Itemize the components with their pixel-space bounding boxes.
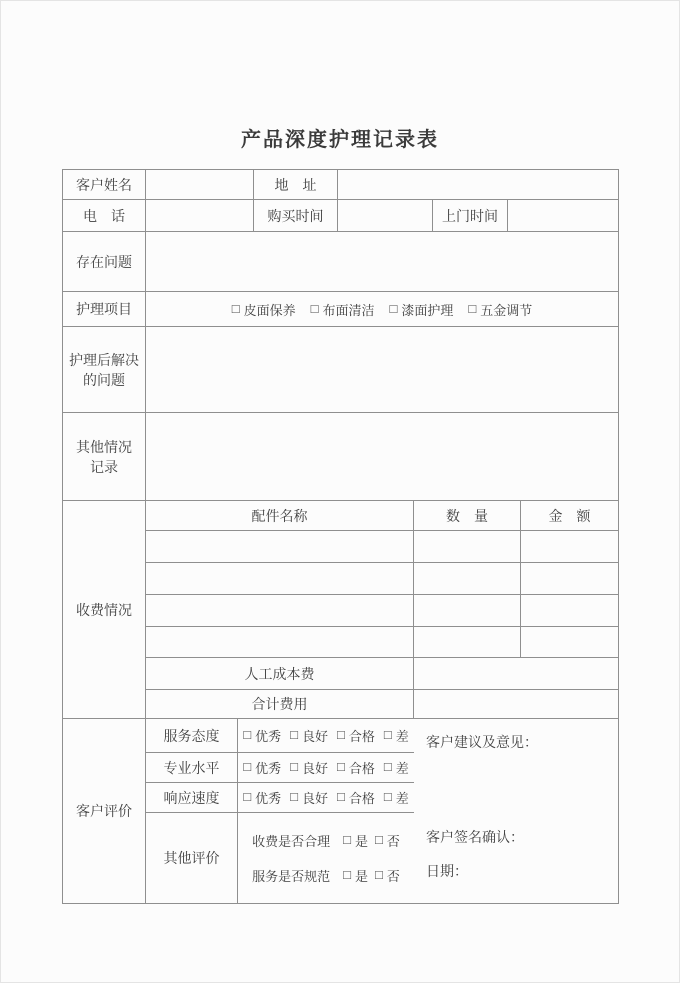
quantity-input[interactable]: [414, 595, 521, 626]
checkbox-icon: □: [337, 789, 345, 804]
rating-option-label: 合格: [348, 761, 375, 776]
labor-cost-input[interactable]: [414, 658, 618, 689]
part-name-input[interactable]: [146, 531, 414, 562]
rating-row: [146, 719, 414, 753]
other-record-label: [63, 413, 146, 500]
fees-empty-row: [146, 595, 618, 627]
fees-header-row: [146, 501, 618, 531]
checkbox-icon: □: [343, 867, 351, 882]
rating-option-label: 差: [395, 791, 409, 806]
rating-row: [146, 783, 414, 813]
rating-option-pass[interactable]: [337, 788, 375, 807]
yes-option[interactable]: [343, 831, 368, 850]
checkbox-icon: □: [383, 789, 392, 804]
checkbox-icon: □: [343, 832, 351, 847]
rating-option-good[interactable]: [290, 726, 328, 745]
quantity-input[interactable]: [414, 531, 521, 562]
part-name-input[interactable]: [146, 563, 414, 594]
rating-option-pass[interactable]: [337, 758, 375, 777]
address-input[interactable]: [338, 170, 618, 199]
customer-name-input[interactable]: [146, 170, 254, 199]
checkbox-icon: □: [290, 759, 298, 774]
checkbox-icon: □: [243, 727, 252, 742]
care-option-label: 漆面护理: [401, 302, 454, 318]
service-standard-line: [238, 866, 414, 885]
rating-option-label: 良好: [301, 729, 328, 744]
problems-input[interactable]: [146, 232, 618, 291]
rating-option-label: 合格: [348, 791, 375, 806]
rating-option-label: 差: [395, 729, 409, 744]
no-label: 否: [386, 869, 400, 884]
rating-option-label: 优秀: [255, 761, 282, 776]
care-items-label: 护理项目: [63, 292, 146, 326]
other-evaluation-row: [146, 813, 414, 903]
checkbox-icon: □: [243, 789, 252, 804]
checkbox-icon: □: [383, 759, 392, 774]
amount-input[interactable]: [521, 627, 618, 657]
resolved-label-line2: 的问题: [83, 371, 125, 388]
resolved-label: [63, 327, 146, 412]
checkbox-icon: □: [231, 300, 240, 316]
signature-label: 客户签名确认：: [426, 829, 524, 845]
labor-cost-row: [146, 658, 618, 690]
resolved-input[interactable]: [146, 327, 618, 412]
row-care-items: [63, 292, 618, 327]
care-option-paint[interactable]: [390, 300, 454, 319]
care-option-label: 布面清洁: [322, 302, 375, 318]
form-table: [62, 169, 619, 904]
checkbox-icon: □: [290, 727, 298, 742]
row-basic-1: [63, 170, 618, 200]
rating-option-excellent[interactable]: [243, 788, 281, 807]
checkbox-icon: □: [389, 300, 398, 316]
care-option-label: 皮面保养: [243, 302, 296, 318]
phone-label: 电 话: [63, 200, 146, 231]
rating-option-label: 合格: [348, 729, 375, 744]
no-label: 否: [386, 834, 400, 849]
rating-options: [238, 719, 414, 752]
other-evaluation-options: [238, 813, 414, 903]
yes-label: 是: [354, 834, 368, 849]
total-cost-label: 合计费用: [146, 690, 414, 718]
rating-option-pass[interactable]: [337, 726, 375, 745]
checkbox-icon: □: [243, 759, 252, 774]
row-basic-2: [63, 200, 618, 232]
care-options: [146, 292, 618, 326]
amount-input[interactable]: [521, 531, 618, 562]
rating-option-excellent[interactable]: [243, 726, 281, 745]
yes-label: 是: [354, 869, 368, 884]
fees-section: [63, 501, 618, 719]
rating-options: [238, 753, 414, 782]
fee-reasonable-line: [238, 831, 414, 850]
row-resolved: [63, 327, 618, 413]
checkbox-icon: □: [375, 867, 383, 882]
fees-subtable: [146, 501, 618, 718]
other-record-label-line1: 其他情况: [76, 438, 132, 455]
checkbox-icon: □: [375, 832, 383, 847]
care-option-leather[interactable]: [232, 300, 296, 319]
problems-label: 存在问题: [63, 232, 146, 291]
fees-empty-row: [146, 563, 618, 595]
fees-col-quantity: 数 量: [414, 501, 521, 530]
rating-option-label: 良好: [301, 791, 328, 806]
rating-option-label: 优秀: [255, 729, 282, 744]
customer-name-label: 客户姓名: [63, 170, 146, 199]
care-option-hardware[interactable]: [468, 300, 532, 319]
amount-input[interactable]: [521, 563, 618, 594]
rating-option-good[interactable]: [290, 788, 328, 807]
checkbox-icon: □: [290, 789, 298, 804]
checkbox-icon: □: [337, 727, 345, 742]
fees-label: 收费情况: [63, 501, 146, 718]
checkbox-icon: □: [337, 759, 345, 774]
visit-time-input[interactable]: [508, 200, 618, 231]
rating-option-label: 良好: [301, 761, 328, 776]
rating-option-poor[interactable]: [384, 726, 409, 745]
yes-option[interactable]: [343, 866, 368, 885]
no-option[interactable]: [375, 866, 400, 885]
quantity-input[interactable]: [414, 627, 521, 657]
other-record-input[interactable]: [146, 413, 618, 500]
rating-option-poor[interactable]: [384, 758, 409, 777]
rating-option-label: 差: [395, 761, 409, 776]
fee-reasonable-label: 收费是否合理: [252, 834, 331, 849]
phone-input[interactable]: [146, 200, 254, 231]
other-evaluation-label: 其他评价: [146, 813, 238, 903]
part-name-input[interactable]: [146, 627, 414, 657]
fee-reasonable-options: [343, 831, 400, 850]
rating-option-label: 优秀: [255, 791, 282, 806]
feedback-cell[interactable]: [414, 719, 618, 903]
checkbox-icon: □: [310, 300, 319, 316]
amount-input[interactable]: [521, 595, 618, 626]
part-name-input[interactable]: [146, 595, 414, 626]
form-title: 产品深度护理记录表: [241, 129, 439, 151]
checkbox-icon: □: [383, 727, 392, 742]
service-standard-options: [343, 866, 400, 885]
fees-empty-row: [146, 531, 618, 563]
rating-option-good[interactable]: [290, 758, 328, 777]
evaluation-subtable: [146, 719, 414, 903]
service-standard-label: 服务是否规范: [252, 869, 331, 884]
row-other-record: [63, 413, 618, 501]
rating-row: [146, 753, 414, 783]
row-problems: [63, 232, 618, 292]
total-cost-row: [146, 690, 618, 718]
date-label: 日期：: [426, 863, 468, 879]
care-option-label: 五金调节: [480, 302, 533, 318]
resolved-label-line1: 护理后解决: [69, 351, 139, 368]
purchase-time-input[interactable]: [338, 200, 433, 231]
fees-col-amount: 金 额: [548, 507, 591, 524]
rating-option-poor[interactable]: [384, 788, 409, 807]
quantity-input[interactable]: [414, 563, 521, 594]
care-option-fabric[interactable]: [311, 300, 375, 319]
evaluation-label: 客户评价: [63, 719, 146, 903]
checkbox-icon: □: [468, 300, 477, 316]
purchase-time-label: 购买时间: [254, 200, 338, 231]
total-cost-input[interactable]: [414, 690, 618, 718]
rating-option-excellent[interactable]: [243, 758, 281, 777]
other-record-label-line2: 记录: [90, 458, 118, 475]
rating-row-label: 专业水平: [146, 753, 238, 782]
fees-empty-row: [146, 627, 618, 658]
fees-col-part-name: 配件名称: [146, 501, 414, 530]
rating-options: [238, 783, 414, 812]
rating-row-label: 服务态度: [146, 719, 238, 752]
no-option[interactable]: [375, 831, 400, 850]
labor-cost-label: 人工成本费: [146, 658, 414, 689]
rating-row-label: 响应速度: [146, 783, 238, 812]
evaluation-section: [63, 719, 618, 903]
visit-time-label: 上门时间: [433, 200, 508, 231]
suggestion-label: 客户建议及意见：: [426, 734, 538, 750]
address-label: 地 址: [254, 170, 338, 199]
